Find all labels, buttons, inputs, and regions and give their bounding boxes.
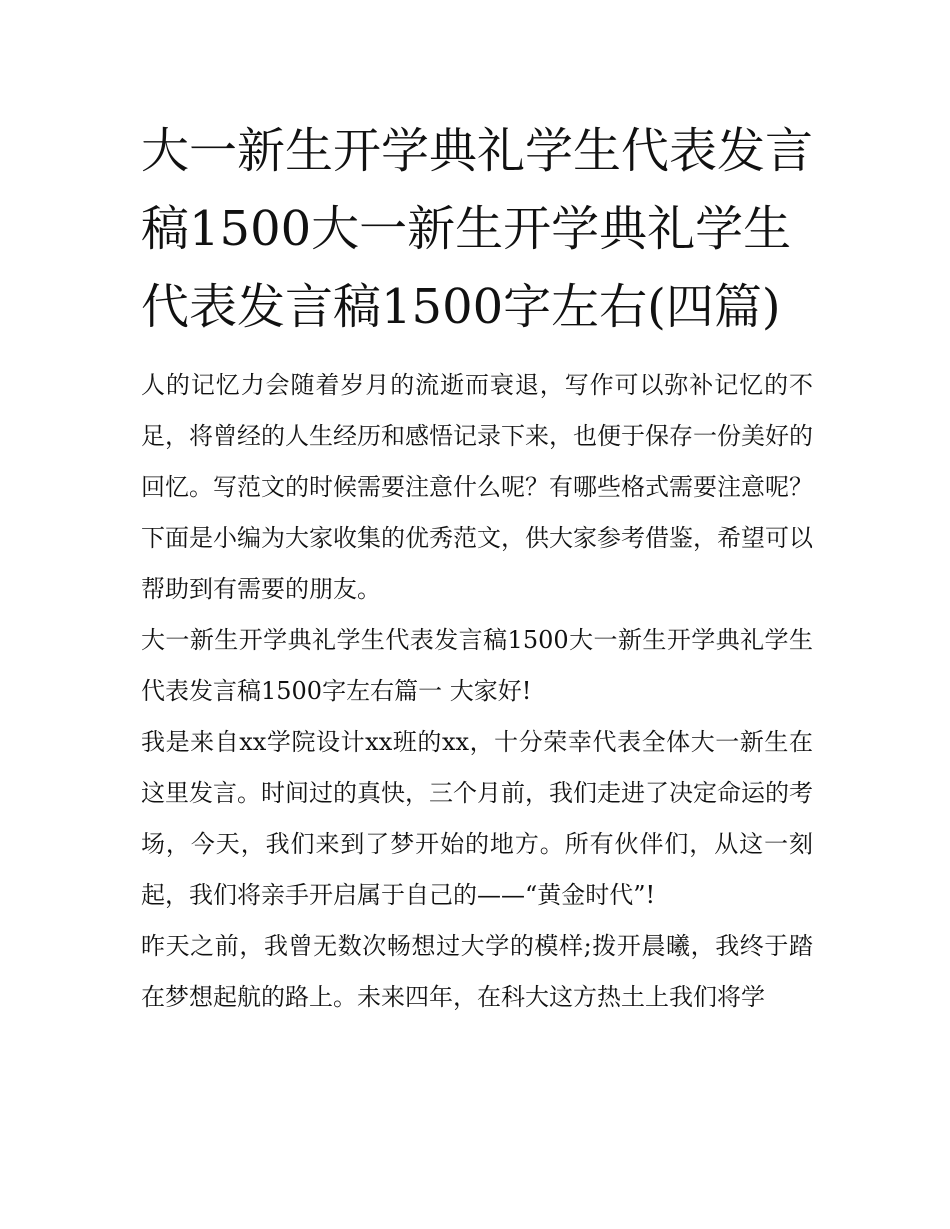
- speech-paragraph-1: 我是来自xx学院设计xx班的xx，十分荣幸代表全体大一新生在这里发言。时间过的真快，三个月前，我们走进了决定命运的考场，今天，我们来到了梦开始的地方。所有伙伴们，从这一刻起，我们将亲手开启属于自己的——“黄金时代”!: [141, 728, 813, 909]
- speech-heading-paragraph: 大一新生开学典礼学生代表发言稿1500大一新生开学典礼学生代表发言稿1500字左右篇一 大家好!: [141, 626, 813, 705]
- speech-paragraph-2: 昨天之前，我曾无数次畅想过大学的模样;拨开晨曦，我终于踏在梦想起航的路上。未来四年，在科大这方热土上我们将学: [141, 932, 813, 1011]
- document-body: [141, 112, 813, 1023]
- document-title: 大一新生开学典礼学生代表发言稿1500大一新生开学典礼学生代表发言稿1500字左右(四篇): [141, 123, 814, 335]
- intro-paragraph: 人的记忆力会随着岁月的流逝而衰退，写作可以弥补记忆的不足，将曾经的人生经历和感悟记录下来，也便于保存一份美好的回忆。写范文的时候需要注意什么呢？有哪些格式需要注意呢？下面是小编为大家收集的优秀范文，供大家参考借鉴，希望可以帮助到有需要的朋友。: [141, 371, 813, 603]
